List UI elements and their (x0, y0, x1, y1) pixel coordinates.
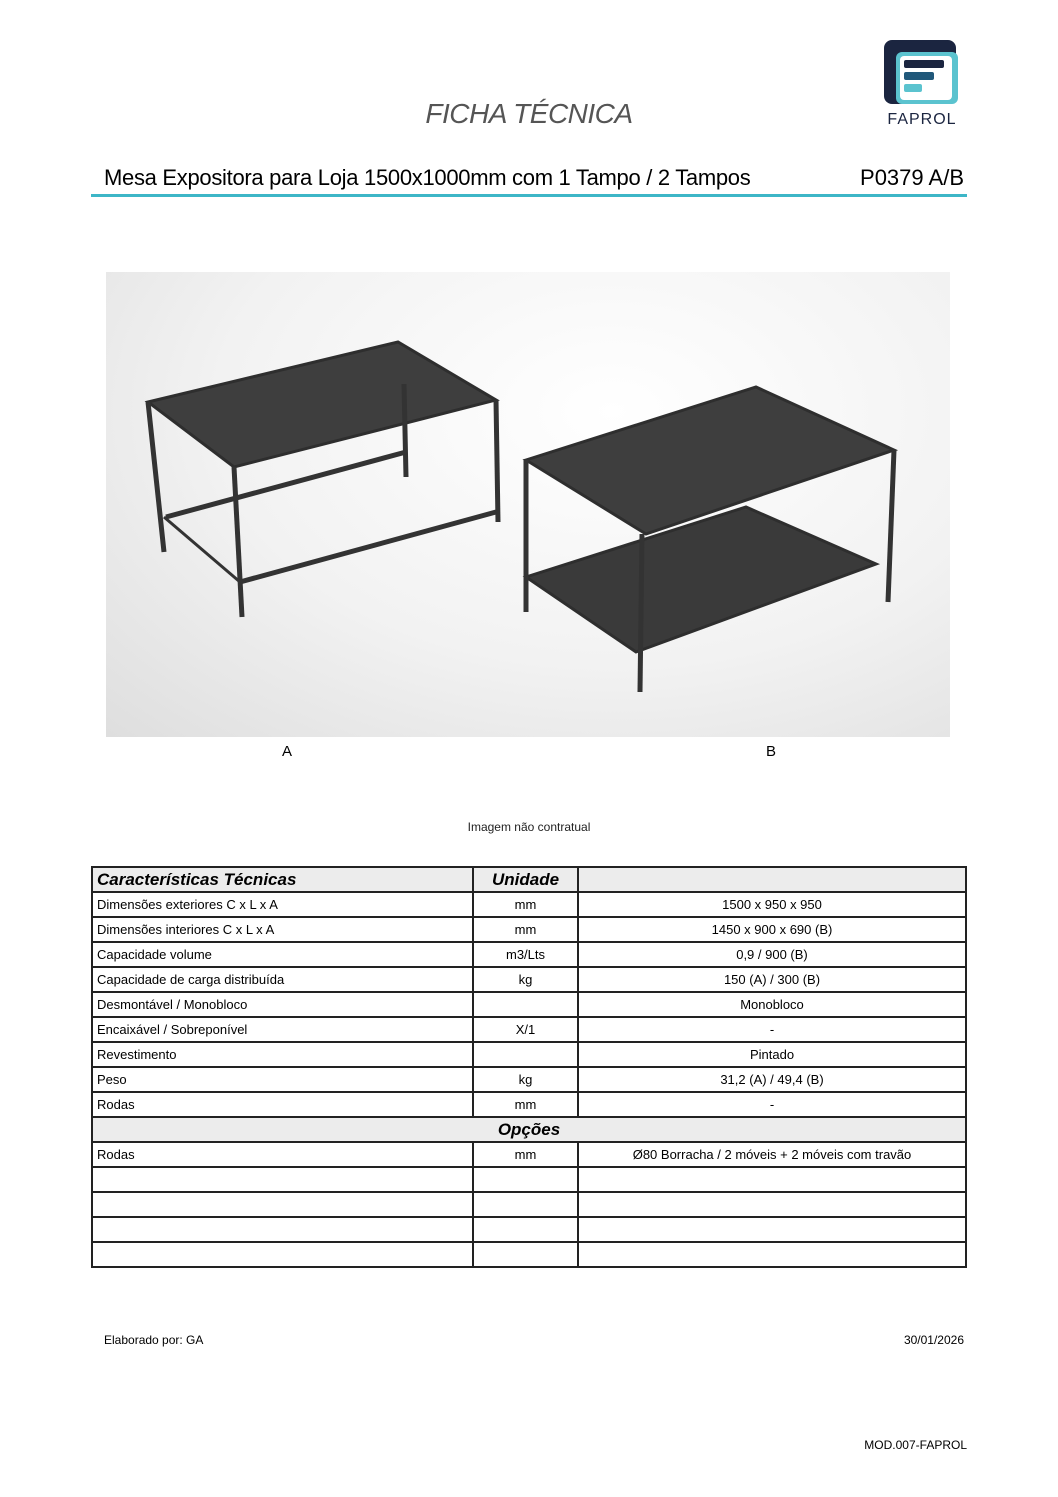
row-label: Peso (92, 1067, 473, 1092)
options-header-row (92, 1117, 966, 1142)
specs-table (91, 866, 967, 1268)
table-a-render (148, 342, 498, 617)
label-a: A (282, 743, 293, 760)
row-label: Capacidade volume (92, 942, 473, 967)
table-row (92, 967, 966, 992)
document-date: 30/01/2026 (903, 1333, 964, 1347)
table-row (92, 1142, 966, 1167)
row-unit: mm (473, 1092, 578, 1117)
row-label: Desmontável / Monobloco (92, 992, 473, 1017)
header-divider (91, 194, 967, 197)
table-row (92, 1042, 966, 1067)
table-row (92, 1242, 966, 1267)
col-header-unit: Unidade (473, 867, 578, 892)
row-unit: m3/Lts (473, 942, 578, 967)
table-b-render (526, 387, 894, 692)
options-header: Opções (92, 1117, 966, 1142)
row-value: Ø80 Borracha / 2 móveis + 2 móveis com travão (578, 1142, 966, 1167)
product-name: Mesa Expositora para Loja 1500x1000mm com 1 Tampo / 2 Tampos (104, 165, 751, 190)
row-label (92, 1242, 473, 1267)
svg-text:FAPROL: FAPROL (887, 111, 957, 128)
row-unit (473, 1217, 578, 1242)
row-value: 0,9 / 900 (B) (578, 942, 966, 967)
row-label: Capacidade de carga distribuída (92, 967, 473, 992)
specs-header-row (92, 867, 966, 892)
row-value (578, 1167, 966, 1192)
row-unit: mm (473, 1142, 578, 1167)
row-value (578, 1192, 966, 1217)
row-label: Rodas (92, 1092, 473, 1117)
table-row (92, 942, 966, 967)
table-row (92, 1192, 966, 1217)
row-value: - (578, 1017, 966, 1042)
row-value: 31,2 (A) / 49,4 (B) (578, 1067, 966, 1092)
label-b: B (766, 743, 777, 760)
row-value: 1500 x 950 x 950 (578, 892, 966, 917)
form-code: MOD.007-FAPROL (864, 1438, 967, 1452)
row-label: Encaixável / Sobreponível (92, 1017, 473, 1042)
row-unit (473, 1167, 578, 1192)
row-unit (473, 1242, 578, 1267)
row-value (578, 1217, 966, 1242)
row-label: Dimensões exteriores C x L x A (92, 892, 473, 917)
row-unit: kg (473, 967, 578, 992)
table-row (92, 892, 966, 917)
faprol-logo (874, 38, 970, 128)
row-value: - (578, 1092, 966, 1117)
row-unit: mm (473, 917, 578, 942)
row-label (92, 1217, 473, 1242)
table-row (92, 992, 966, 1017)
row-unit (473, 992, 578, 1017)
row-unit (473, 1042, 578, 1067)
row-label (92, 1192, 473, 1217)
row-value: 1450 x 900 x 690 (B) (578, 917, 966, 942)
row-label: Rodas (92, 1142, 473, 1167)
row-unit: kg (473, 1067, 578, 1092)
product-code: P0379 A/B (860, 165, 964, 190)
row-label (92, 1167, 473, 1192)
product-image (106, 272, 950, 737)
table-row (92, 1167, 966, 1192)
row-label: Dimensões interiores C x L x A (92, 917, 473, 942)
row-value: Monobloco (578, 992, 966, 1017)
row-value: Pintado (578, 1042, 966, 1067)
prepared-by: Elaborado por: GA (104, 1333, 204, 1347)
row-label: Revestimento (92, 1042, 473, 1067)
table-row (92, 1092, 966, 1117)
col-header-value (578, 867, 966, 892)
table-row (92, 917, 966, 942)
table-row (92, 1217, 966, 1242)
image-disclaimer: Imagem não contratual (467, 820, 591, 834)
table-row (92, 1017, 966, 1042)
col-header-characteristics: Características Técnicas (92, 867, 473, 892)
row-value: 150 (A) / 300 (B) (578, 967, 966, 992)
row-unit: mm (473, 892, 578, 917)
table-row (92, 1067, 966, 1092)
document-title: FICHA TÉCNICA (425, 98, 633, 129)
row-unit: X/1 (473, 1017, 578, 1042)
row-value (578, 1242, 966, 1267)
row-unit (473, 1192, 578, 1217)
